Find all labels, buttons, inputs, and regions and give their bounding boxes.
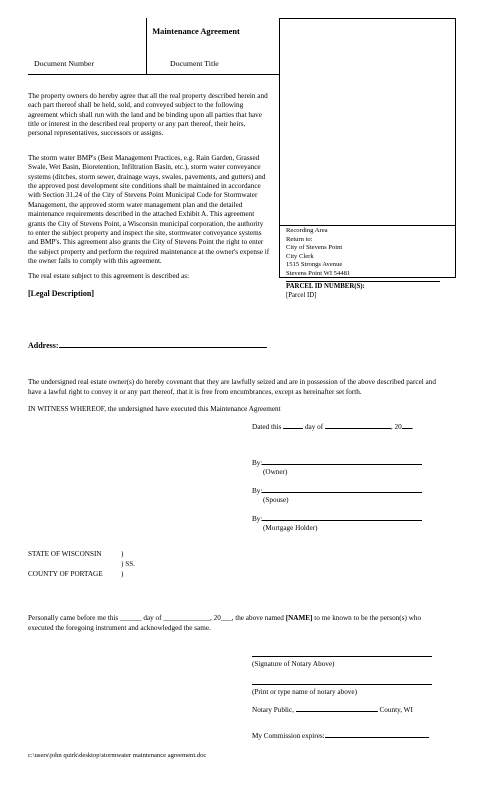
acknowledgement-text-post: to me known to be the person(s) who executed the foregoing instrument and acknowledged the same. (28, 614, 422, 632)
owner-caption: (Owner) (263, 468, 288, 477)
ss-label: ) SS. (121, 560, 135, 568)
document-title: Maintenance Agreement (152, 27, 240, 36)
by-label-spouse: By: (252, 487, 263, 495)
acknowledgement-text-pre: Personally came before me this ______ day of _____________, 20___, the above named (28, 614, 284, 622)
header-divider (146, 18, 147, 74)
county-label: COUNTY OF PORTAGE (28, 570, 103, 578)
state-paren: ) (121, 550, 124, 558)
dated-year-field[interactable] (402, 428, 412, 429)
document-number-label: Document Number (34, 59, 94, 68)
state-label: STATE OF WISCONSIN (28, 550, 102, 558)
dated-month-field[interactable] (325, 428, 391, 429)
dated-line (252, 423, 413, 432)
mortgage-signature (252, 515, 422, 533)
recording-area-text (286, 227, 446, 278)
paragraph-real-estate: The real estate subject to this agreement is described as: (28, 272, 190, 280)
parcel-divider (286, 281, 440, 282)
spouse-signature-field[interactable] (262, 492, 422, 493)
dated-day-field[interactable] (283, 428, 303, 429)
mortgage-caption: (Mortgage Holder) (263, 524, 318, 533)
return-to-office: City Clerk (286, 252, 314, 260)
return-to-label: Return to: (286, 235, 313, 243)
notary-print-name-field[interactable] (252, 678, 432, 685)
notary-acknowledgement (28, 614, 448, 633)
spouse-caption: (Spouse) (263, 496, 289, 505)
address-field[interactable] (59, 347, 267, 348)
document-title-label: Document Title (170, 59, 219, 68)
return-to-street: 1515 Strongs Avenue (286, 261, 343, 269)
notary-signature (252, 650, 432, 669)
commission-expires-field[interactable] (325, 737, 429, 738)
notary-print-name-caption: (Print or type name of notary above) (252, 688, 357, 697)
county-paren-text: ) (121, 570, 124, 578)
owner-signature-field[interactable] (262, 464, 422, 465)
paragraph-binding: The property owners do hereby agree that all the real property described herein and each part thereof shall be held, sold, and conveyed subject to the following agreement which shall run with the land and be binding upon all parties that have title or interest in the described real property or any part thereof, their heirs, personal representatives, successors or assigns. (28, 92, 268, 138)
return-to-name: City of Stevens Point (286, 244, 343, 252)
parcel-id-value: [Parcel ID] (286, 292, 317, 299)
by-label-owner: By: (252, 459, 263, 467)
commission-line (252, 732, 429, 741)
recording-area-label: Recording Area (286, 227, 328, 234)
paragraph-bmp: The storm water BMP's (Best Management Practices, e.g. Rain Garden, Grassed Swale, Wet Basin, Bioretention, Infiltration Basin, etc.), storm water conveyance systems (ditches, storm sewer, drainage ways, swales, pavements, and gutters) and the approved post development site conditions shall be maintained in accordance with Section 31.24 of the City of Stevens Point Municipal Code for Stormwater Management, the approved storm water management plan and the detailed maintenance requirements described in the attached Exhibit A. This agreement grants the City of Stevens Point, a Wisconsin municipal corporation, the authority to enter the subject property and inspect the site, stormwater conveyance systems and BMP's. This agreement also grants the City of Stevens Point the right to enter the subject property and perform the required maintenance at the owner's expense if the owner fails to comply with this agreement. (28, 154, 270, 265)
witness-paragraph: IN WITNESS WHEREOF, the undersigned have executed this Maintenance Agreement (28, 405, 281, 413)
recording-area-divider (279, 225, 456, 226)
notary-public-label: Notary Public, (252, 706, 294, 714)
owner-signature (252, 459, 422, 477)
county-paren (121, 570, 123, 579)
legal-description: [Legal Description] (28, 289, 94, 298)
notary-county-field[interactable] (296, 711, 378, 712)
notary-public-line (252, 706, 413, 715)
footer-file-path: c:\users\john quirk\desktop\stormwater maintenance agreement.doc (28, 752, 207, 759)
acknowledgement-name: [NAME] (285, 614, 313, 622)
notary-print-name (252, 678, 432, 697)
dated-day-of: day of (304, 423, 324, 431)
address-label: Address: (28, 341, 59, 350)
notary-county-suffix: County, WI (379, 706, 413, 714)
dated-prefix: Dated this (252, 423, 282, 431)
return-to-city: Stevens Point WI 54481 (286, 269, 351, 277)
parcel-id-label: PARCEL ID NUMBER(S): (286, 283, 365, 290)
notary-signature-caption: (Signature of Notary Above) (252, 660, 335, 669)
dated-year-prefix: , 20 (390, 423, 402, 431)
notary-signature-field[interactable] (252, 650, 432, 657)
mortgage-signature-field[interactable] (262, 520, 422, 521)
commission-label: My Commission expires: (252, 732, 325, 740)
by-label-mortgage: By: (252, 515, 263, 523)
dated-suffix: . (411, 423, 414, 431)
address-line (28, 341, 267, 351)
covenant-paragraph: The undersigned real estate owner(s) do hereby covenant that they are lawfully seized and are in possession of the above described parcel and have a lawful right to convey it or any part thereof, that it is free from encumbrances, except as hereinafter set forth. (28, 378, 436, 396)
spouse-signature (252, 487, 422, 505)
